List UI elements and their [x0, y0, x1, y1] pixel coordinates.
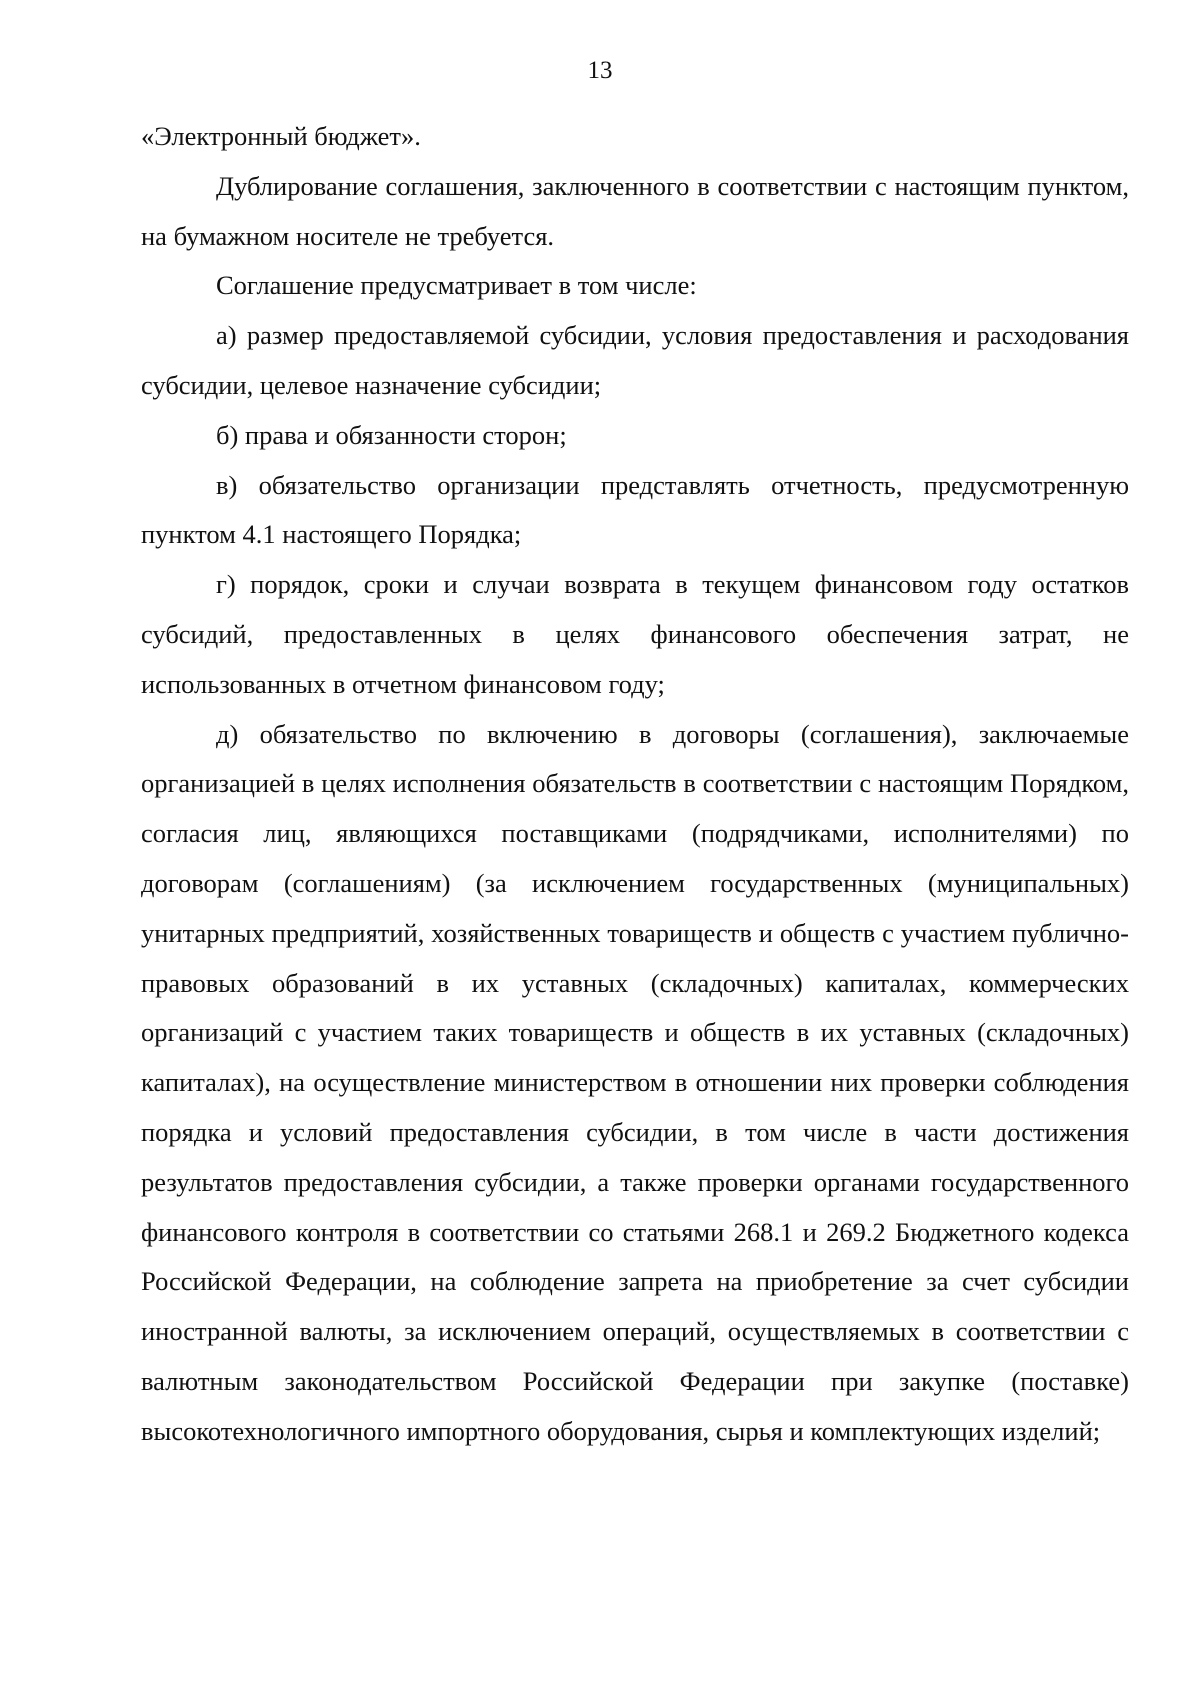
- paragraph-continuation: «Электронный бюджет».: [141, 121, 421, 151]
- list-item-d: д) обязательство по включению в договоры (соглашения), заключаемые организацией в целях исполнения обязательств в соответствии с настоящим Порядком, согласия лиц, являющихся поставщиками (подрядчиками, исполнителями) по договорам (соглашениям) (за исключением государственных (муниципальных) унитарных предприятий, хозяйственных товариществ и обществ с участием публично-правовых образований в их уставных (складочных) капиталах, коммерческих организаций с участием таких товариществ и обществ в их уставных (складочных) капиталах), на осуществление министерством в отношении них проверки соблюдения порядка и условий предоставления субсидии, в том числе в части достижения результатов предоставления субсидии, а также проверки органами государственного финансового контроля в соответствии со статьями 268.1 и 269.2 Бюджетного кодекса Российской Федерации, на соблюдение запрета на приобретение за счет субсидии иностранной валюты, за исключением операций, осуществляемых в соответствии с валютным законодательством Российской Федерации при закупке (поставке) высокотехнологичного импортного оборудования, сырья и комплектующих изделий;: [141, 718, 1129, 1446]
- paragraph-duplication: Дублирование соглашения, заключенного в соответствии с настоящим пунктом, на бумажном носителе не требуется.: [141, 170, 1129, 251]
- list-item-a: а) размер предоставляемой субсидии, условия предоставления и расходования субсидии, целевое назначение субсидии;: [141, 320, 1129, 400]
- list-item-v: в) обязательство организации представлять отчетность, предусмотренную пунктом 4.1 настоящего Порядка;: [141, 469, 1129, 550]
- page-number: 13: [587, 57, 613, 84]
- document-body: [141, 112, 1129, 1457]
- list-item-b: б) права и обязанности сторон;: [216, 419, 567, 450]
- list-item-g: г) порядок, сроки и случаи возврата в текущем финансовом году остатков субсидий, предоставленных в целях финансового обеспечения затрат, не использованных в отчетном финансовом году;: [141, 569, 1129, 699]
- paragraph-agreement-intro: Соглашение предусматривает в том числе:: [216, 270, 697, 301]
